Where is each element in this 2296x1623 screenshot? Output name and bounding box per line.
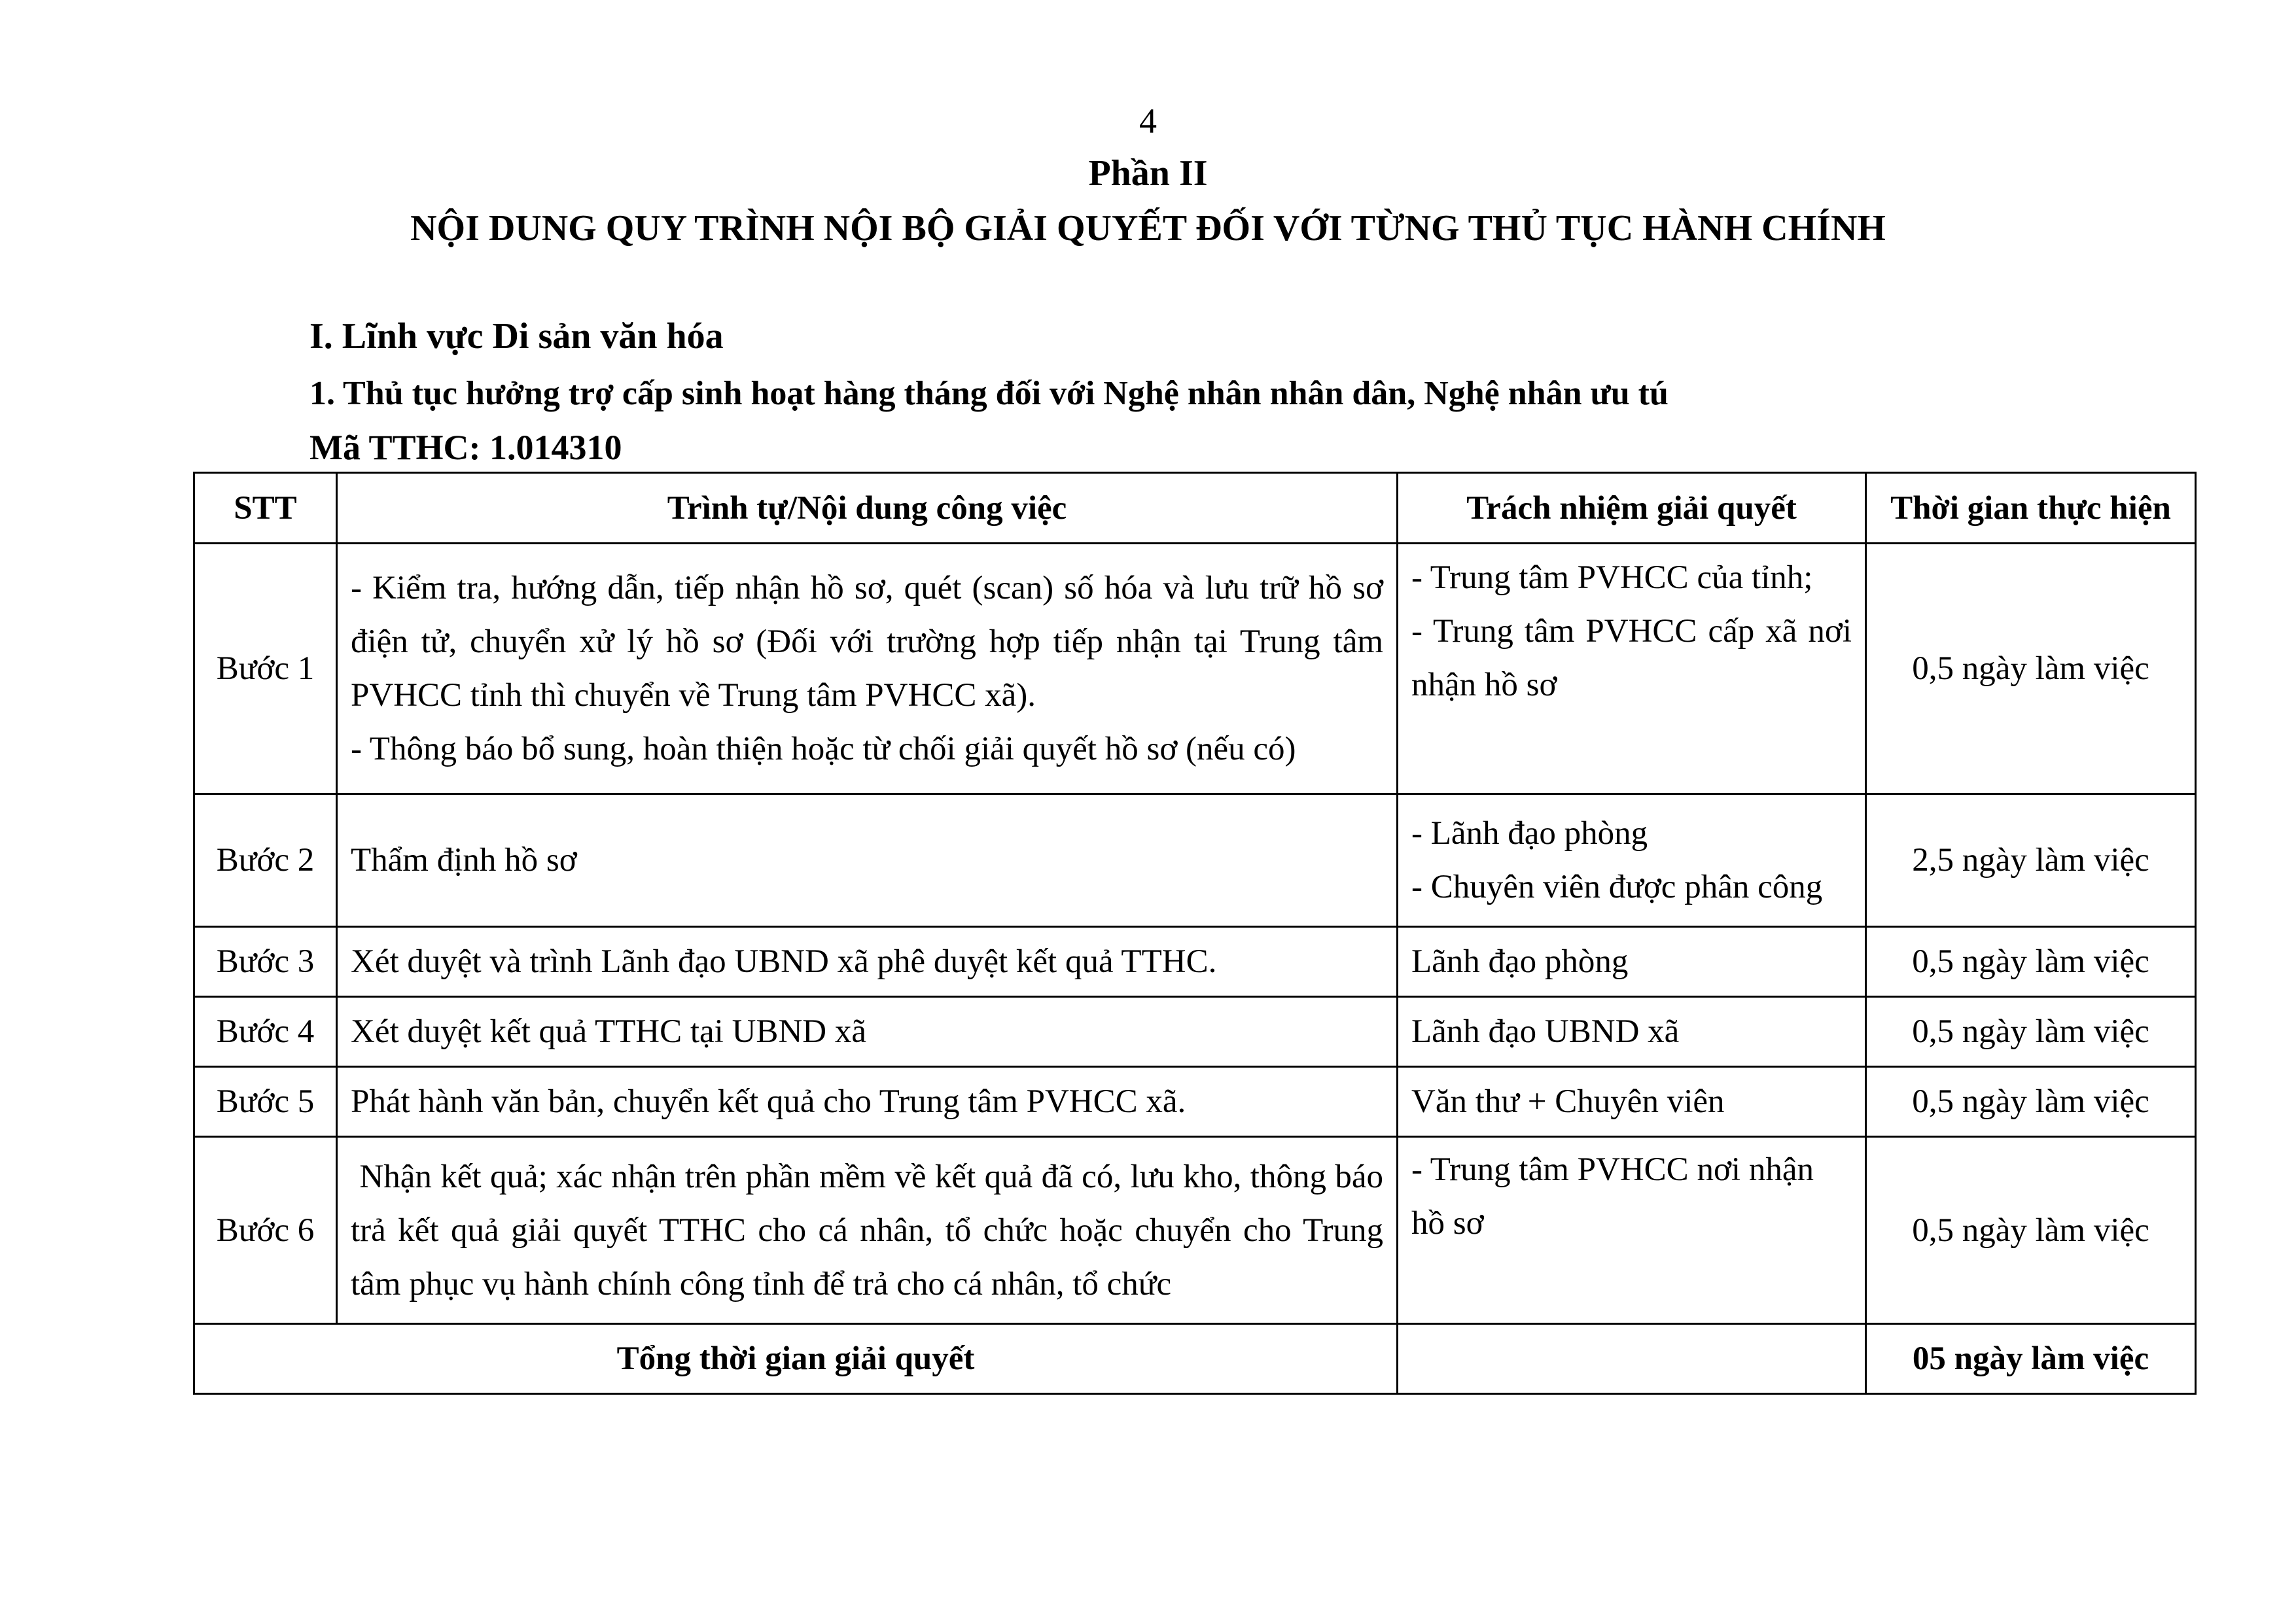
content-cell: Xét duyệt và trình Lãnh đạo UBND xã phê duyệt kết quả TTHC. [337, 927, 1398, 997]
table-row [194, 927, 2196, 997]
table-row [194, 997, 2196, 1067]
responsibility-cell: - Trung tâm PVHCC nơi nhận hồ sơ [1398, 1137, 1866, 1324]
content-line: - Kiểm tra, hướng dẫn, tiếp nhận hồ sơ, quét (scan) số hóa và lưu trữ hồ sơ điện tử, chuyển xử lý hồ sơ (Đối với trường hợp tiếp nhận tại Trung tâm PVHCC tỉnh thì chuyển về Trung tâm PVHCC xã). [351, 570, 1383, 714]
procedure-table [193, 472, 2197, 1395]
responsibility-line: - Chuyên viên được phân công [1411, 869, 1823, 905]
time-cell: 0,5 ngày làm việc [1866, 1137, 2196, 1324]
content-cell: Nhận kết quả; xác nhận trên phần mềm về kết quả đã có, lưu kho, thông báo trả kết quả giải quyết TTHC cho cá nhân, tổ chức hoặc chuyển cho Trung tâm phục vụ hành chính công tỉnh để trả cho cá nhân, tổ chức [337, 1137, 1398, 1324]
header-content: Trình tự/Nội dung công việc [337, 473, 1398, 544]
time-cell: 2,5 ngày làm việc [1866, 794, 2196, 927]
step-cell: Bước 5 [194, 1067, 337, 1137]
responsibility-cell [1398, 544, 1866, 794]
total-label: Tổng thời gian giải quyết [194, 1324, 1398, 1394]
responsibility-cell: Văn thư + Chuyên viên [1398, 1067, 1866, 1137]
section-title: I. Lĩnh vực Di sản văn hóa [309, 316, 724, 357]
responsibility-cell [1398, 794, 1866, 927]
table-row [194, 544, 2196, 794]
responsibility-cell: Lãnh đạo phòng [1398, 927, 1866, 997]
content-cell: Thẩm định hồ sơ [337, 794, 1398, 927]
time-cell: 0,5 ngày làm việc [1866, 1067, 2196, 1137]
part-heading: Phần II [1088, 153, 1208, 194]
header-time: Thời gian thực hiện [1866, 473, 2196, 544]
content-line: - Thông báo bổ sung, hoàn thiện hoặc từ chối giải quyết hồ sơ (nếu có) [351, 731, 1296, 767]
step-cell: Bước 3 [194, 927, 337, 997]
total-row [194, 1324, 2196, 1394]
content-cell: Phát hành văn bản, chuyển kết quả cho Trung tâm PVHCC xã. [337, 1067, 1398, 1137]
table-header-row [194, 473, 2196, 544]
time-cell: 0,5 ngày làm việc [1866, 544, 2196, 794]
content-cell: Xét duyệt kết quả TTHC tại UBND xã [337, 997, 1398, 1067]
main-title: NỘI DUNG QUY TRÌNH NỘI BỘ GIẢI QUYẾT ĐỐI VỚI TỪNG THỦ TỤC HÀNH CHÍNH [410, 208, 1886, 249]
step-cell: Bước 1 [194, 544, 337, 794]
total-time: 05 ngày làm việc [1866, 1324, 2196, 1394]
step-cell: Bước 6 [194, 1137, 337, 1324]
step-cell: Bước 4 [194, 997, 337, 1067]
step-cell: Bước 2 [194, 794, 337, 927]
procedure-code: Mã TTHC: 1.014310 [309, 428, 622, 467]
responsibility-cell: Lãnh đạo UBND xã [1398, 997, 1866, 1067]
responsibility-line: - Lãnh đạo phòng [1411, 815, 1648, 852]
responsibility-line: - Trung tâm PVHCC của tỉnh; [1411, 559, 1813, 596]
time-cell: 0,5 ngày làm việc [1866, 997, 2196, 1067]
header-responsibility: Trách nhiệm giải quyết [1398, 473, 1866, 544]
time-cell: 0,5 ngày làm việc [1866, 927, 2196, 997]
table-row [194, 794, 2196, 927]
header-stt: STT [194, 473, 337, 544]
page-number: 4 [1139, 101, 1157, 141]
table-row [194, 1067, 2196, 1137]
table-row [194, 1137, 2196, 1324]
content-cell [337, 544, 1398, 794]
total-responsibility [1398, 1324, 1866, 1394]
procedure-title: 1. Thủ tục hưởng trợ cấp sinh hoạt hàng tháng đối với Nghệ nhân nhân dân, Nghệ nhân ưu tú [309, 375, 1669, 412]
responsibility-line: - Trung tâm PVHCC cấp xã nơi nhận hồ sơ [1411, 613, 1852, 703]
